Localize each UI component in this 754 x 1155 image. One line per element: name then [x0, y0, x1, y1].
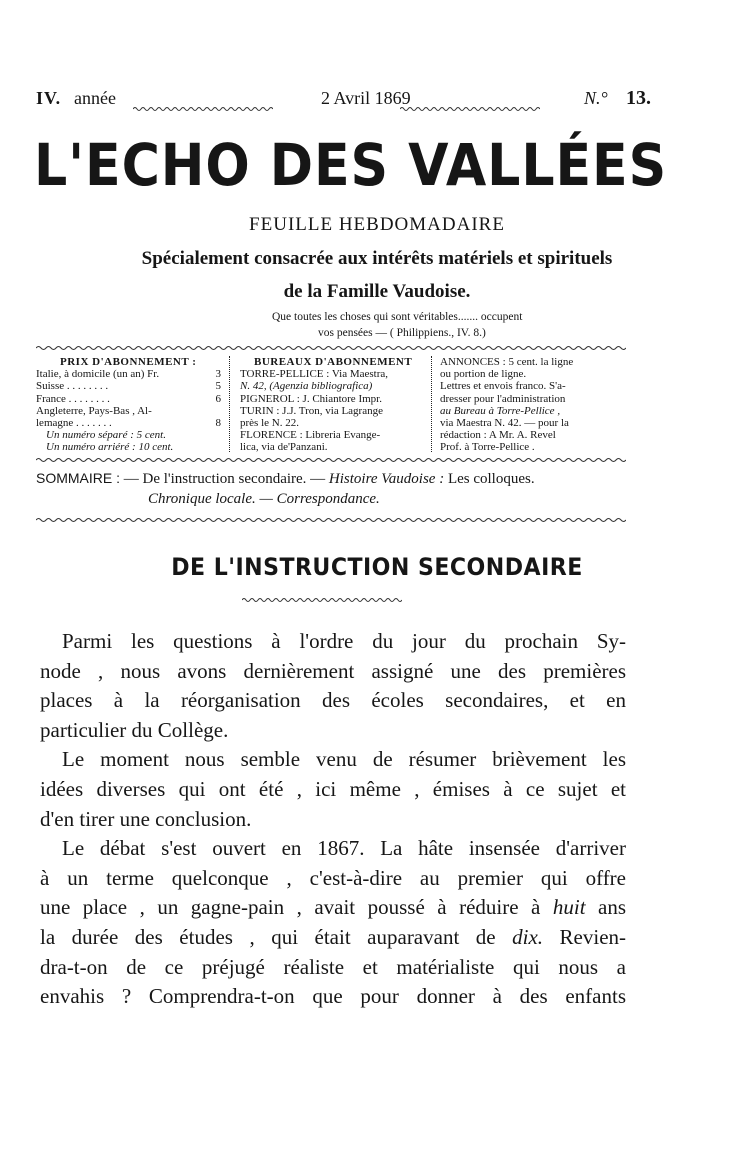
prix-arriere: Un numéro arriéré : 10 cent. [46, 441, 174, 454]
column-divider [431, 356, 432, 452]
bureaux-line: lica, via de'Panzani. [240, 441, 328, 454]
prix-row: Italie, à domicile (un an) Fr. 3 [36, 368, 221, 381]
prix-column [36, 356, 221, 454]
sommaire-item: Les colloques. [447, 471, 535, 487]
epigraph-line-1: Que toutes les choses qui sont véritables....... occupent [272, 311, 523, 323]
article-headline: DE L'INSTRUCTION SECONDAIRE [171, 553, 583, 581]
wavy-rule-top [36, 345, 626, 351]
annonces-line: au Bureau à Torre-Pellice , [440, 404, 561, 417]
masthead-tagline-2: de la Famille Vaudoise. [283, 281, 471, 302]
issue-number: 13. [626, 87, 651, 109]
annonces-line: ANNONCES : 5 cent. la ligne [440, 356, 574, 368]
bureaux-heading: BUREAUX D'ABONNEMENT [254, 356, 413, 368]
article-line: Le débat s'est ouvert en 1867. La hâte insensée d'arriver [62, 836, 626, 861]
issue-annee: année [74, 88, 116, 108]
dotted-rule-left [133, 106, 273, 112]
annonces-line: Lettres et envois franco. S'a- [440, 380, 566, 393]
article-line: une place , un gagne-pain , avait poussé à réduire à huit ans [40, 895, 627, 920]
bureaux-line: TURIN : J.J. Tron, via Lagrange [240, 404, 383, 417]
bureaux-line: TORRE-PELLICE : Via Maestra, [240, 368, 389, 381]
headline-rule [242, 597, 402, 603]
masthead-subtitle: FEUILLE HEBDOMADAIRE [249, 214, 505, 235]
article-line: Le moment nous semble venu de résumer brièvement les [62, 747, 626, 772]
article-line: envahis ? Comprendra-t-on que pour donner à des enfants [40, 984, 626, 1009]
sommaire-item: Chronique locale. — Correspondance. [148, 491, 380, 507]
annonces-line: Prof. à Torre-Pellice . [440, 441, 535, 454]
bureaux-line: près le N. 22. [240, 417, 299, 430]
annonces-line: via Maestra N. 42. — pour la [440, 417, 569, 430]
article-line: places à la réorganisation des écoles secondaires, et en [40, 688, 626, 713]
prix-separe: Un numéro séparé : 5 cent. [46, 429, 166, 442]
bureaux-column [240, 356, 425, 454]
issue-number-label: N.° [584, 88, 608, 108]
prix-row: France . . . . . . . . 6 [36, 392, 221, 405]
sommaire-label: SOMMAIRE : [36, 470, 121, 486]
article-body [40, 627, 626, 1012]
article-line: Parmi les questions à l'ordre du jour du prochain Sy- [62, 629, 626, 653]
dotted-rule-right [400, 106, 540, 112]
prix-row: Angleterre, Pays-Bas , Al- [36, 404, 152, 417]
wavy-rule-middle [36, 457, 626, 463]
sommaire [36, 468, 636, 509]
issue-volume: IV. [36, 88, 62, 108]
article-line: idées diverses qui ont été , ici même , émises à ce sujet et [40, 776, 626, 801]
masthead-title: L'ECHO DES VALLÉES [34, 131, 668, 199]
article-line: la durée des études , qui était auparavant de dix. Revien- [40, 924, 627, 949]
annonces-column [440, 356, 628, 454]
article-line: à un terme quelconque , c'est-à-dire au premier qui offre [40, 865, 626, 890]
article-line: particulier du Collège. [40, 717, 229, 742]
issue-date: 2 Avril 1869 [321, 88, 411, 108]
prix-row: lemagne . . . . . . . 8 [36, 417, 221, 430]
sommaire-item: — De l'instruction secondaire. — [123, 471, 326, 487]
article-line: d'en tirer une conclusion. [40, 806, 252, 831]
article-line: dra-t-on de ce préjugé réaliste et matérialiste qui nous a [40, 954, 626, 979]
masthead-tagline: Spécialement consacrée aux intérêts matériels et spirituels [141, 248, 613, 269]
annonces-line: dresser pour l'administration [440, 392, 566, 405]
prix-row: Suisse . . . . . . . . 5 [36, 380, 221, 393]
bureaux-line: PIGNEROL : J. Chiantore Impr. [240, 392, 382, 405]
column-divider [229, 356, 230, 452]
bureaux-line: FLORENCE : Libreria Evange- [240, 429, 381, 442]
epigraph-line-2: vos pensées — ( Philippiens., IV. 8.) [318, 327, 486, 339]
wavy-rule-bottom [36, 517, 626, 523]
annonces-line: ou portion de ligne. [440, 368, 527, 381]
article-line: node , nous avons dernièrement assigné une des premières [40, 658, 626, 683]
annonces-line: rédaction : A Mr. A. Revel [440, 429, 556, 442]
prix-heading: PRIX D'ABONNEMENT : [60, 356, 197, 368]
sommaire-item: Histoire Vaudoise : [328, 471, 445, 487]
bureaux-line: N. 42, (Agenzia bibliografica) [240, 380, 373, 393]
